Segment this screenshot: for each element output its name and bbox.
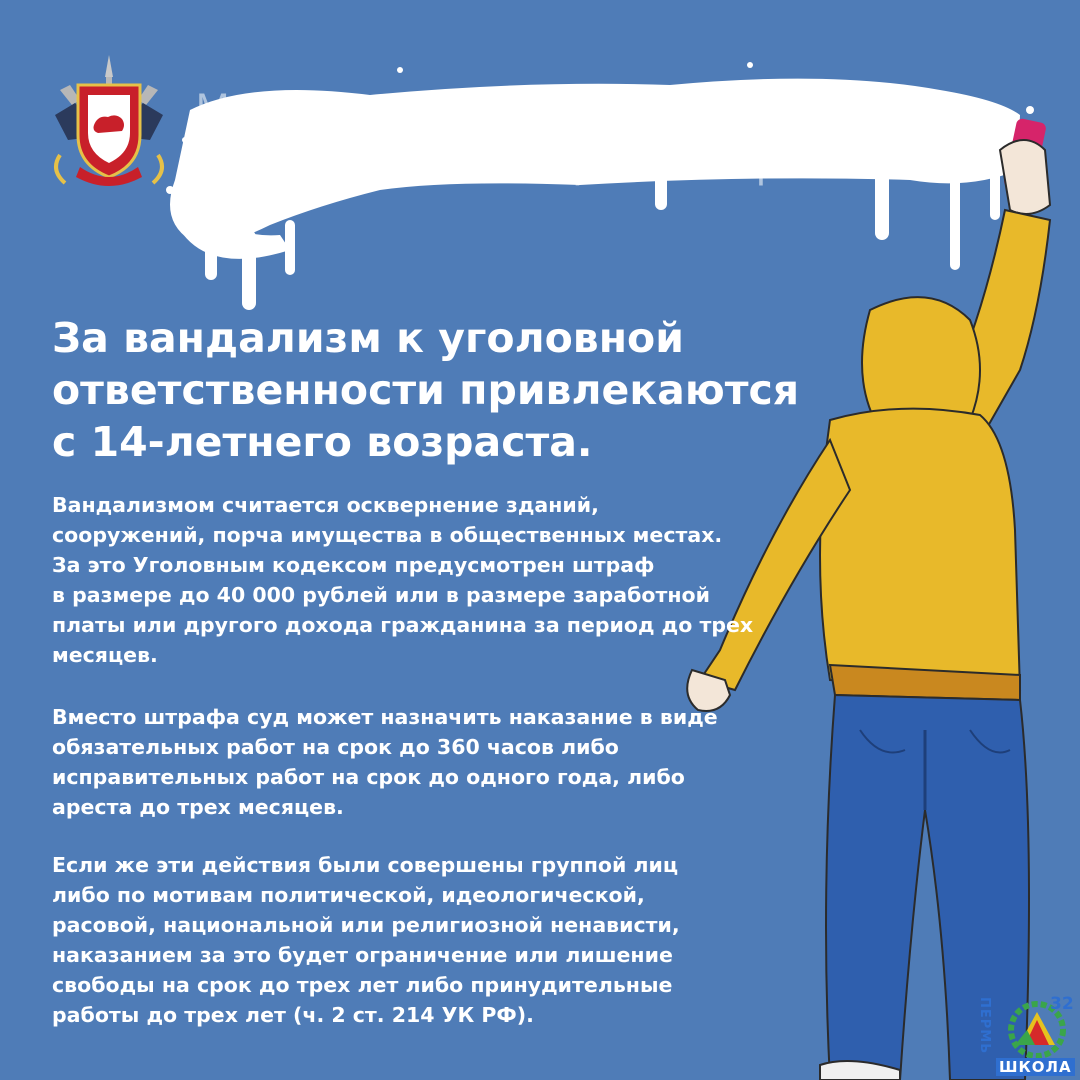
paragraph-alternatives bbox=[52, 702, 852, 822]
paragraph-line: ареста до трех месяцев. bbox=[52, 795, 344, 819]
paragraph-aggravating bbox=[52, 850, 852, 1030]
headline-line: ответственности привлекаются bbox=[52, 366, 800, 414]
paragraph-line: свободы на срок до трех лет либо принудительные bbox=[52, 973, 673, 997]
headline-line: За вандализм к уголовной bbox=[52, 314, 684, 362]
school-logo-city: ПЕРМЬ bbox=[977, 997, 992, 1055]
paragraph-definition bbox=[52, 490, 852, 670]
school-logo-number: 32 bbox=[1050, 994, 1074, 1014]
paragraph-line: исправительных работ на срок до одного года, либо bbox=[52, 765, 685, 789]
headline-line: с 14-летнего возраста. bbox=[52, 418, 593, 466]
paragraph-line: работы до трех лет (ч. 2 ст. 214 УК РФ). bbox=[52, 1003, 534, 1027]
headline bbox=[52, 312, 852, 468]
paragraph-line: Вандализмом считается осквернение зданий, bbox=[52, 493, 599, 517]
paragraph-line: либо по мотивам политической, идеологической, bbox=[52, 883, 645, 907]
paragraph-line: расовой, национальной или религиозной ненависти, bbox=[52, 913, 680, 937]
paragraph-line: месяцев. bbox=[52, 643, 158, 667]
paragraph-line: Если же эти действия были совершены группой лиц bbox=[52, 853, 679, 877]
paragraph-line: обязательных работ на срок до 360 часов либо bbox=[52, 735, 619, 759]
paragraph-line: в размере до 40 000 рублей или в размере заработной bbox=[52, 583, 710, 607]
school-logo-label: ШКОЛА bbox=[996, 1058, 1075, 1076]
paragraph-line: наказанием за это будет ограничение или лишение bbox=[52, 943, 673, 967]
paragraph-line: За это Уголовным кодексом предусмотрен штраф bbox=[52, 553, 655, 577]
paragraph-line: платы или другого дохода гражданина за период до трех bbox=[52, 613, 754, 637]
paragraph-line: сооружений, порча имущества в общественных местах. bbox=[52, 523, 723, 547]
paragraph-line: Вместо штрафа суд может назначить наказание в виде bbox=[52, 705, 718, 729]
